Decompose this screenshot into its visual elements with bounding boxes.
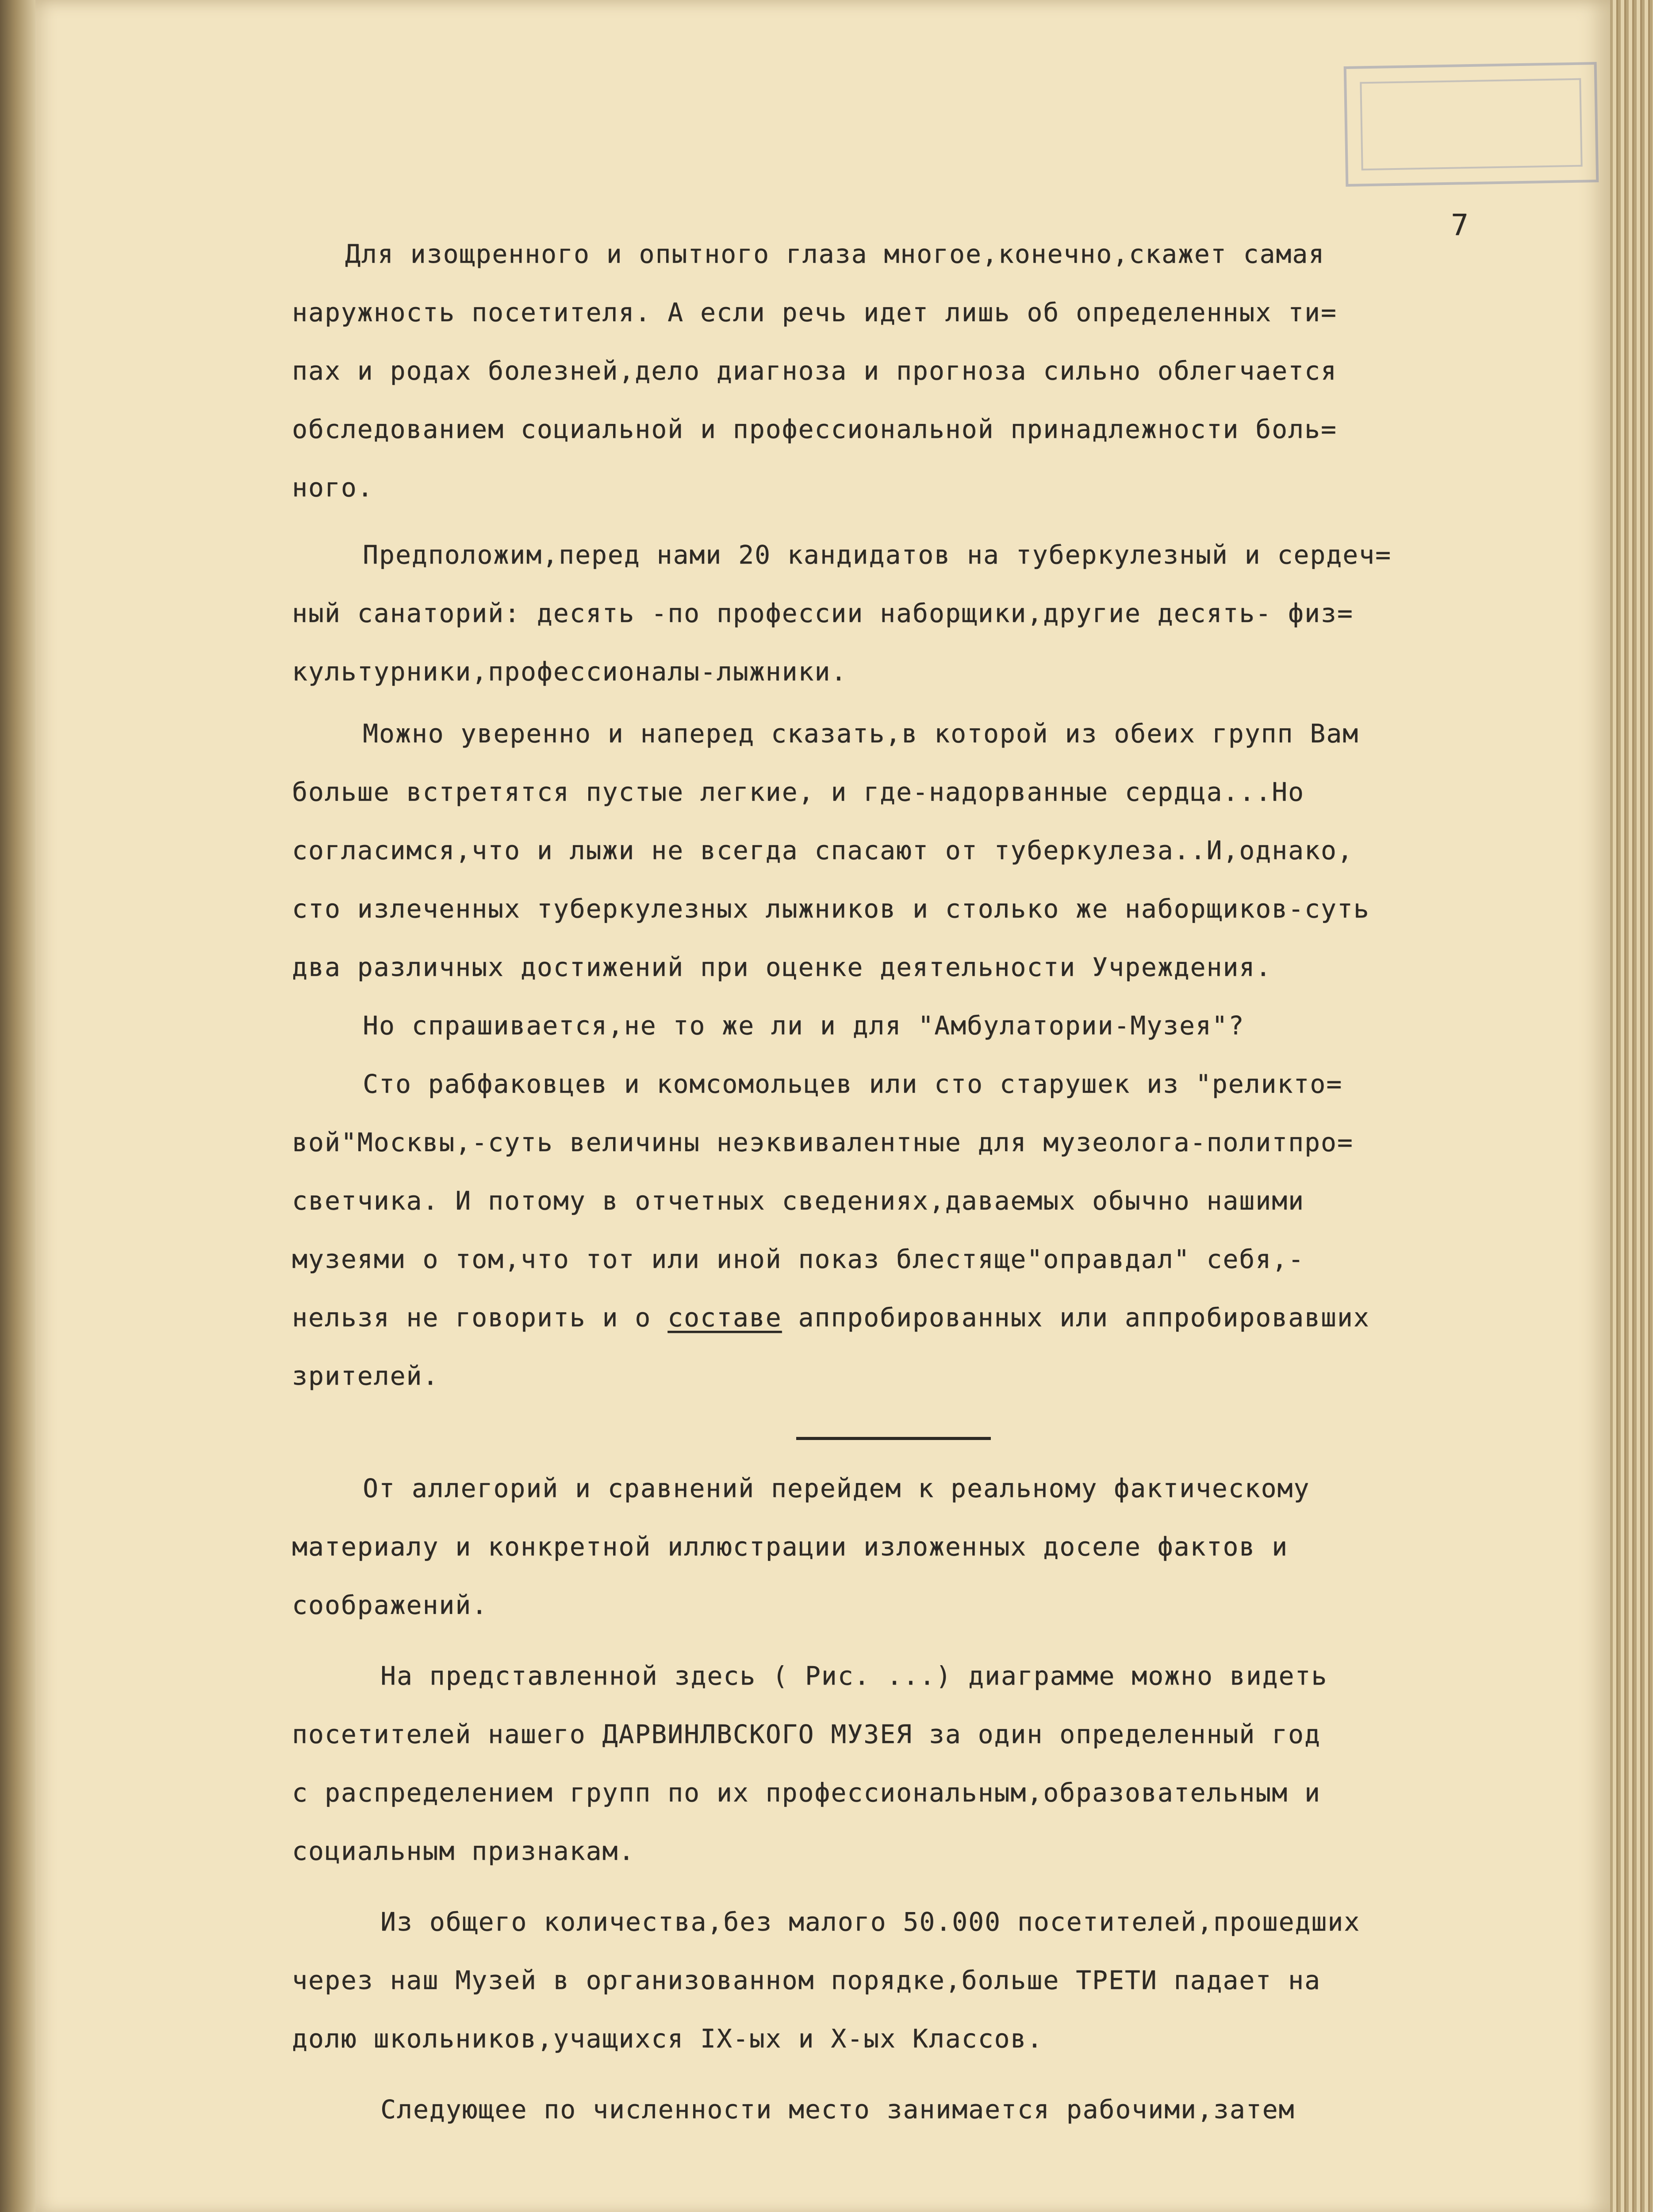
text-line: музеями о том,что тот или иной показ блестяще"оправдал" себя,- [292, 1244, 1304, 1274]
text-line: Следующее по численности место занимается рабочими,затем [380, 2094, 1295, 2124]
book-spine-edge [0, 0, 35, 2212]
text-line: долю школьников,учащихся IX-ых и X-ых Классов. [292, 2024, 1043, 2054]
text-line: Предположим,перед нами 20 кандидатов на туберкулезный и сердеч= [363, 540, 1392, 570]
text-line: Можно уверенно и наперед сказать,в которой из обеих групп Вам [363, 718, 1359, 749]
text-line: вой"Москвы,-суть величины неэквивалентные для музеолога-политпро= [292, 1127, 1354, 1157]
text-line: Для изощренного и опытного глаза многое,конечно,скажет самая [345, 239, 1325, 269]
text-line: обследованием социальной и профессиональной принадлежности боль= [292, 414, 1337, 444]
text-line: соображений. [292, 1590, 488, 1620]
text-line: Из общего количества,без малого 50.000 посетителей,прошедших [380, 1907, 1361, 1937]
text-line: На представленной здесь ( Рис. ...) диаграмме можно видеть [380, 1661, 1328, 1691]
text-line: ного. [292, 472, 374, 503]
text-line: От аллегорий и сравнений перейдем к реальному фактическому [363, 1473, 1310, 1503]
text-line: светчика. И потому в отчетных сведениях,даваемых обычно нашими [292, 1186, 1304, 1216]
text-line: ный санаторий: десять -по профессии наборщики,другие десять- физ= [292, 598, 1354, 628]
text-line: с распределением групп по их профессиональным,образовательным и [292, 1778, 1321, 1808]
underlined-word: составе [667, 1302, 782, 1333]
text-line: социальным признакам. [292, 1836, 635, 1866]
text-line: Сто рабфаковцев и комсомольцев или сто старушек из "реликто= [363, 1069, 1343, 1099]
page-number: 7 [1451, 208, 1469, 242]
text-span: аппробированных или аппробировавших [782, 1302, 1370, 1333]
typed-text [35, 0, 1610, 2212]
text-line: через наш Музей в организованном порядке,больше ТРЕТИ падает на [292, 1965, 1321, 1995]
page-stack-edge [1610, 0, 1653, 2212]
text-line: Но спрашивается,не то же ли и для "Амбулатории-Музея"? [363, 1010, 1245, 1041]
text-line: два различных достижений при оценке деятельности Учреждения. [292, 952, 1272, 982]
text-line: материалу и конкретной иллюстрации изложенных доселе фактов и [292, 1532, 1289, 1562]
document-page [35, 0, 1610, 2212]
text-line: сто излеченных туберкулезных лыжников и столько же наборщиков-суть [292, 894, 1370, 924]
text-line: наружность посетителя. А если речь идет лишь об определенных ти= [292, 297, 1337, 327]
section-separator [796, 1437, 991, 1440]
text-line: посетителей нашего ДАРВИНЛВСКОГО МУЗЕЯ за один определенный год [292, 1719, 1321, 1749]
text-line [292, 1302, 1370, 1333]
text-span: нельзя не говорить и о [292, 1302, 668, 1333]
text-line: пах и родах болезней,дело диагноза и прогноза сильно облегчается [292, 356, 1337, 386]
text-line: зрителей. [292, 1361, 439, 1391]
text-line: культурники,профессионалы-лыжники. [292, 657, 848, 687]
text-line: согласимся,что и лыжи не всегда спасают от туберкулеза..И,однако, [292, 835, 1354, 865]
text-line: больше встретятся пустые легкие, и где-надорванные сердца...Но [292, 777, 1304, 807]
